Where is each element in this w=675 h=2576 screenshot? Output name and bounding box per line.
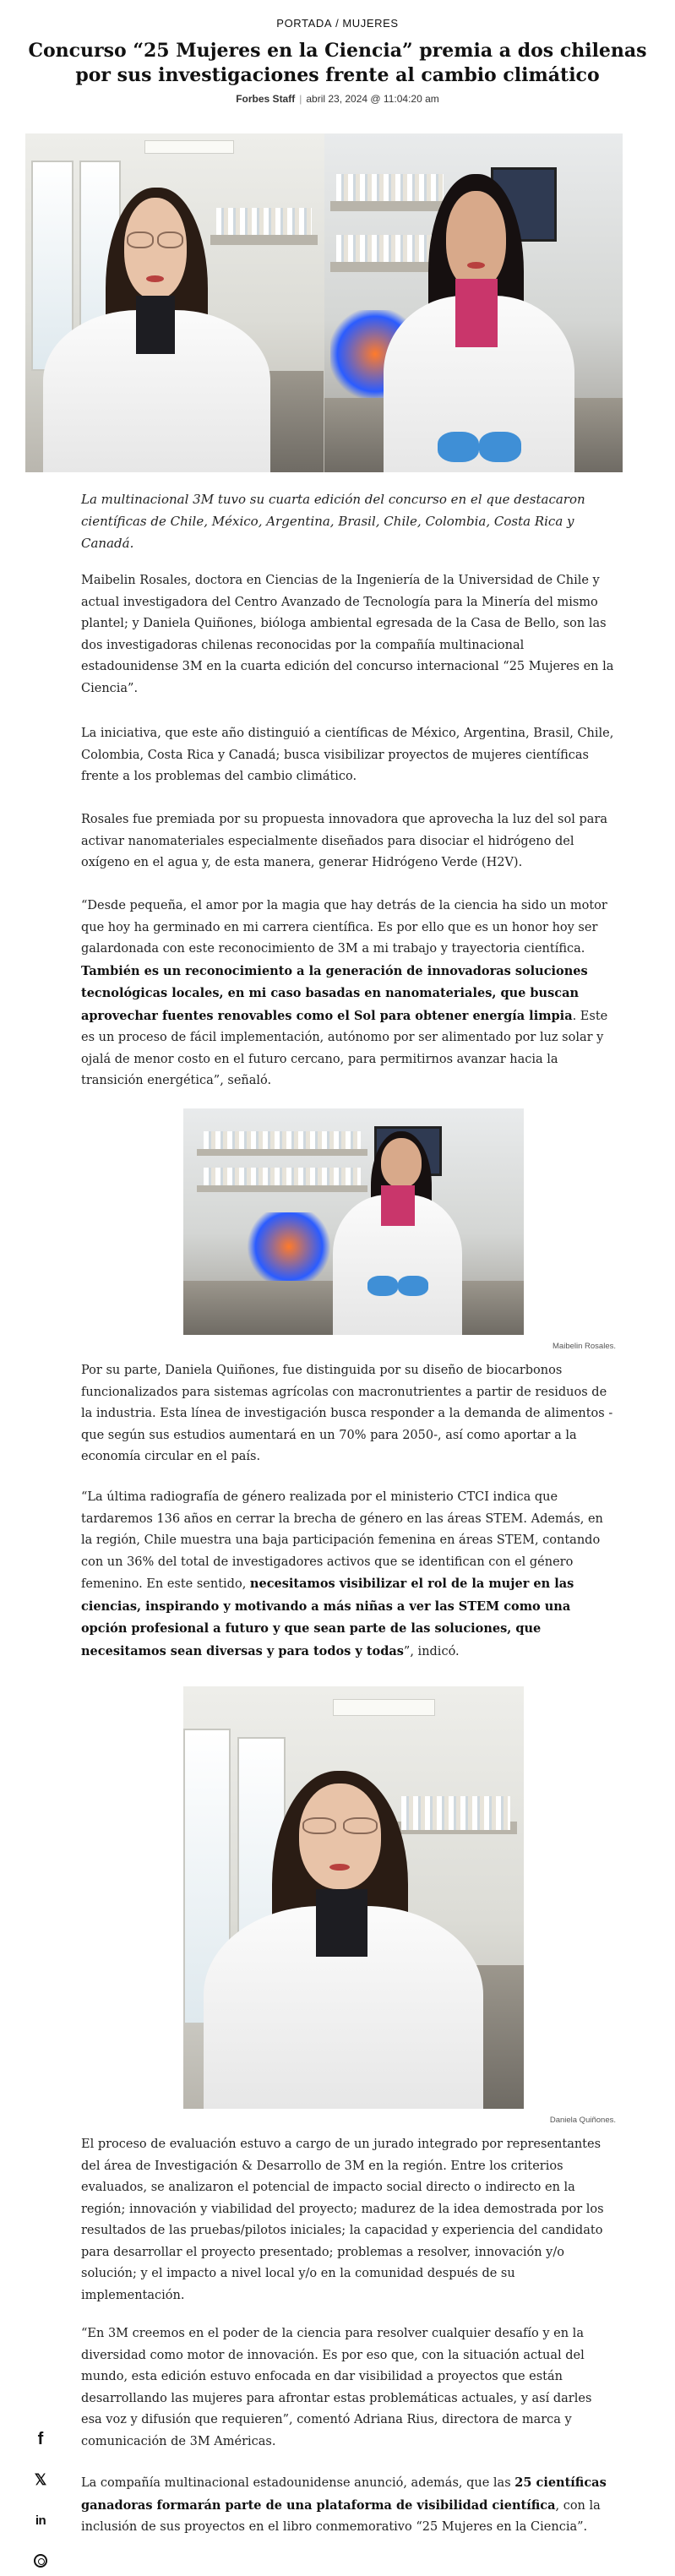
article-intro: La multinacional 3M tuvo su cuarta edición del concurso en el que destacaron científicas de Chile, México, Argentina, Brasil, Chile, Colombia, Costa Rica y Canadá. xyxy=(81,492,585,551)
hero-photo-daniela xyxy=(25,133,324,472)
breadcrumb-mujeres-link[interactable]: MUJERES xyxy=(342,17,399,30)
author-link[interactable]: Forbes Staff xyxy=(236,93,296,105)
paragraph-6-text: “La última radiografía de género realizada por el ministerio CTCI indica que tardaremos 136 años en cerrar la brecha de género en las áreas STEM. Además, en la región, Chile muestra una baja participación femenina en áreas STEM, contando con un 36% del total de investigadores activos que se identifican con el género femenino. En este sentido, xyxy=(81,1490,603,1591)
publish-date: abril 23, 2024 @ 11:04:20 am xyxy=(306,93,439,105)
byline xyxy=(0,93,675,105)
paragraph-9 xyxy=(81,2472,615,2539)
inline-photo-daniela xyxy=(183,1686,524,2109)
photo-caption-daniela: Daniela Quiñones. xyxy=(549,2116,616,2125)
whatsapp-glyph xyxy=(34,2554,47,2568)
paragraph-6-bold: necesitamos visibilizar el rol de la mujer en las ciencias, inspirando y motivando a más niñas a ver las STEM como una opción profesional a futuro y que sean parte de las soluciones, que necesitamos sean diversas y para todos y todas xyxy=(81,1577,574,1658)
inline-photo-maibelin xyxy=(183,1108,524,1335)
paragraph-4-end: . Este es un proceso de fácil implementación, autónomo por ser alimentado por luz solar y ojalá de menor costo en el futuro cercano, para permitirnos avanzar hacia la transición energética”, señaló. xyxy=(81,1009,608,1087)
paragraph-6-end: ”, indicó. xyxy=(403,1644,460,1658)
paragraph-6 xyxy=(81,1487,615,1663)
paragraph-9-text: La compañía multinacional estadounidense anunció, además, que las xyxy=(81,2476,515,2490)
paragraph-4 xyxy=(81,896,615,1092)
x-share-icon[interactable]: 𝕏 xyxy=(34,2470,47,2488)
article-title: Concurso “25 Mujeres en la Ciencia” premia a dos chilenas por sus investigaciones frente al cambio climático xyxy=(28,40,647,86)
facebook-share-icon[interactable]: f xyxy=(37,2429,44,2448)
breadcrumb xyxy=(0,17,675,30)
linkedin-share-icon[interactable]: in xyxy=(35,2513,46,2528)
breadcrumb-portada-link[interactable]: PORTADA xyxy=(276,17,333,30)
paragraph-5: Por su parte, Daniela Quiñones, fue distinguida por su diseño de biocarbonos funcionalizados para sistemas agrícolas con macronutrientes a partir de residuos de la industria. Esta línea de investigación busca responder a la demanda de alimentos -que según sus estudios aumentará en un 70% para 2050-, así como aportar a la economía circular en el país. xyxy=(81,1364,613,1463)
whatsapp-share-icon[interactable] xyxy=(31,2551,50,2570)
paragraph-3: Rosales fue premiada por su propuesta innovadora que aprovecha la luz del sol para activar nanomateriales especialmente diseñados para disociar el hidrógeno del oxígeno en el agua y, de esta manera, generar Hidrógeno Verde (H2V). xyxy=(81,813,607,869)
paragraph-7: El proceso de evaluación estuvo a cargo de un jurado integrado por representantes del área de Investigación & Desarrollo de 3M en la región. Entre los criterios evaluados, se analizaron el potencial de impacto social directo o indirecto en la región; innovación y viabilidad del proyecto; madurez de la idea demostrada por los resultados de las pruebas/pilotos iniciales; la capacidad y experiencia del candidato para desarrollar el proyecto presentado; problemas a resolver, innovación y/o solución; y el impacto a nivel local y/o en la comunidad después de su implementación. xyxy=(81,2138,604,2302)
paragraph-9-end: , con la inclusión de sus proyectos en el libro conmemorativo “25 Mujeres en la Ciencia”. xyxy=(81,2498,601,2534)
paragraph-4-bold: También es un reconocimiento a la generación de innovadoras soluciones tecnológicas locales, en mi caso basadas en nanomateriales, que buscan aprovechar fuentes renovables como el Sol para obtener energía limpia xyxy=(81,963,588,1023)
paragraph-1: Maibelin Rosales, doctora en Ciencias de la Ingeniería de la Universidad de Chile y actual investigadora del Centro Avanzado de Tecnología para la Minería del mismo plantel; y Daniela Quiñones, bióloga ambiental egresada de la Casa de Bello, son las dos investigadoras chilenas reconocidas por la compañía multinacional estadounidense 3M en la cuarta edición del concurso internacional “25 Mujeres en la Ciencia”. xyxy=(81,574,614,695)
paragraph-2: La iniciativa, que este año distinguió a científicas de México, Argentina, Brasil, Chile, Colombia, Costa Rica y Canadá; busca visibilizar proyectos de mujeres científicas frente a los problemas del cambio climático. xyxy=(81,727,614,783)
hero-photo-maibelin xyxy=(324,133,623,472)
photo-caption-maibelin: Maibelin Rosales. xyxy=(553,1342,616,1351)
paragraph-9-bold: 25 científicas ganadoras formarán parte de una plataforma de visibilidad científica xyxy=(81,2475,607,2513)
byline-divider: | xyxy=(299,93,302,105)
breadcrumb-separator: / xyxy=(335,17,340,30)
hero-image xyxy=(25,133,623,472)
paragraph-4-text: “Desde pequeña, el amor por la magia que hay detrás de la ciencia ha sido un motor que hoy ha germinado en mi carrera científica. Es por ello que es un honor hoy ser galardonada con este reconocimiento de 3M a mi trabajo y trayectoria científica. xyxy=(81,899,607,956)
paragraph-8: “En 3M creemos en el poder de la ciencia para resolver cualquier desafío y en la diversidad como motor de innovación. Es por eso que, con la situación actual del mundo, esta edición estuvo enfocada en dar visibilidad a proyectos que están desarrollando las mujeres para afrontar estas problemáticas actuales, y así darles esa voz y difusión que requieren”, comentó Adriana Rius, directora de marca y comunicación de 3M Américas. xyxy=(81,2327,592,2448)
